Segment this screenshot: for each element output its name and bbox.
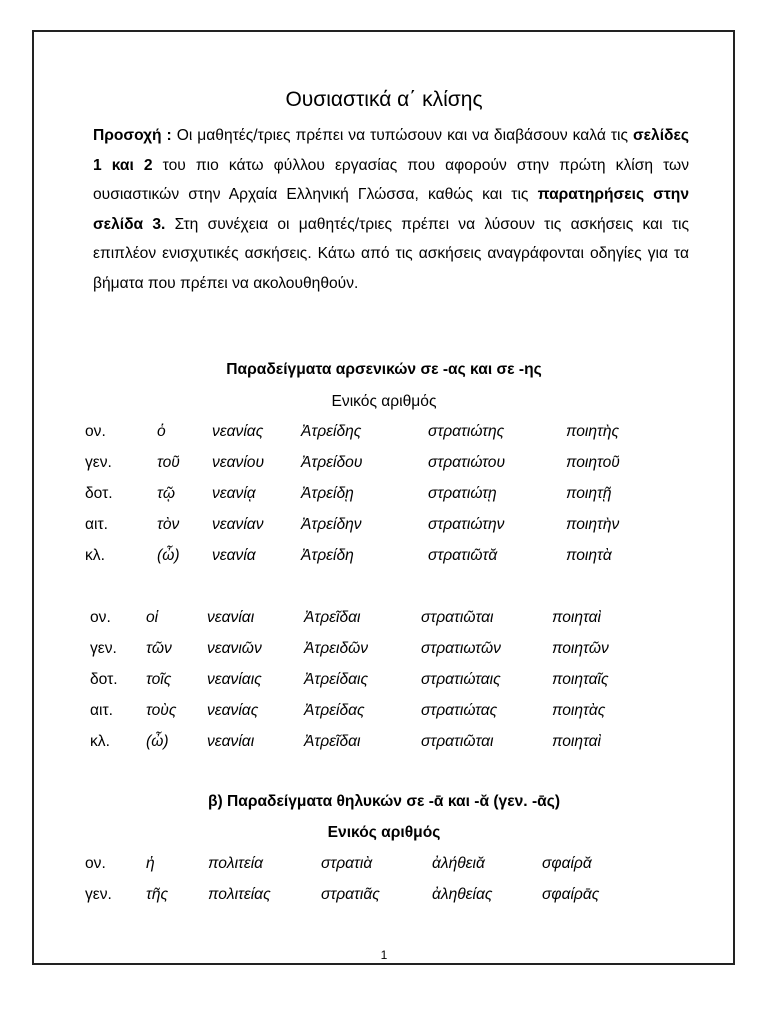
noun-form: Ἀτρείδη [301, 547, 354, 564]
noun-form: ποιητὰς [552, 702, 606, 719]
declension-row [0, 547, 768, 571]
noun-form: στρατιώτης [428, 423, 505, 440]
noun-form: στρατιώτου [428, 454, 506, 471]
page-number: 1 [380, 948, 388, 962]
case-label: γεν. [85, 886, 112, 903]
noun-form: στρατιώταις [421, 671, 501, 688]
noun-form: ποιητῇ [566, 485, 612, 502]
noun-form: ποιητοῦ [566, 454, 620, 471]
declension-row [0, 855, 768, 879]
page-title: Ουσιαστικά α΄ κλίσης [285, 88, 483, 111]
noun-form: ποιητὴς [566, 423, 620, 440]
noun-form: ποιηταῖς [552, 671, 609, 688]
noun-form: στρατιὰ [321, 855, 373, 872]
noun-form: Ἀτρειδῶν [304, 640, 369, 657]
case-label: αιτ. [90, 702, 113, 719]
declension-row [0, 886, 768, 910]
noun-form: σφαίρᾱς [542, 886, 600, 903]
noun-form: Ἀτρείδας [304, 702, 365, 719]
section-a-singular-label: Ενικός αριθμός [331, 393, 437, 410]
declension-row [0, 702, 768, 726]
article-form: οἱ [146, 609, 159, 626]
noun-form: στρατιώτῃ [428, 485, 497, 502]
declension-row [0, 516, 768, 540]
declension-row [0, 733, 768, 757]
article-form: ὁ [157, 423, 166, 440]
article-form: τῶν [146, 640, 172, 657]
declension-row [0, 454, 768, 478]
article-form: τῆς [146, 886, 169, 903]
noun-form: ποιητὴν [566, 516, 620, 533]
article-form: ἡ [146, 855, 155, 872]
noun-form: νεανία [212, 547, 256, 564]
article-form: τῷ [157, 485, 175, 502]
intro-paragraph: Προσοχή : Οι μαθητές/τριες πρέπει να τυπώσουν και να διαβάσουν καλά τις σελίδες 1 και 2 του πιο κάτω φύλλου εργασίας που αφορούν στην πρώτη κλίση των ουσιαστικών στην Αρχαία Ελληνική Γλώσσα, καθώς και τις παρατηρήσεις στην σελίδα 3. Στη συνέχεια οι μαθητές/τριες πρέπει να λύσουν τις ασκήσεις και τις επιπλέον ενισχυτικές ασκήσεις. Κάτω από τις ασκήσεις αναγράφονται οδηγίες για τα βήματα που πρέπει να ακολουθηθούν. [93, 127, 690, 292]
case-label: ον. [90, 609, 111, 626]
case-label: γεν. [85, 454, 112, 471]
noun-form: Ἀτρείδαις [304, 671, 369, 688]
noun-form: νεανίαν [212, 516, 264, 533]
article-form: (ὦ) [157, 547, 180, 564]
noun-form: στρατιῶτᾰ [428, 547, 498, 564]
noun-form: ἀληθείας [432, 886, 493, 903]
noun-form: πολιτεία [208, 855, 264, 872]
noun-form: Ἀτρείδην [301, 516, 362, 533]
noun-form: νεανίᾳ [212, 485, 256, 502]
article-form: τοὺς [146, 702, 177, 719]
noun-form: ποιηταὶ [552, 609, 601, 626]
noun-form: στρατιῶται [421, 733, 494, 750]
declension-row [0, 485, 768, 509]
noun-form: Ἀτρείδου [301, 454, 363, 471]
noun-form: Ἀτρεῖδαι [304, 609, 361, 626]
noun-form: νεανιῶν [207, 640, 262, 657]
noun-form: στρατιωτῶν [421, 640, 501, 657]
noun-form: νεανίαι [207, 609, 255, 626]
section-b-singular-label: Ενικός αριθμός [327, 824, 441, 841]
declension-row [0, 609, 768, 633]
noun-form: Ἀτρείδης [301, 423, 362, 440]
case-label: αιτ. [85, 516, 108, 533]
attention-label: Προσοχή : [93, 127, 172, 144]
article-form: (ὦ) [146, 733, 169, 750]
noun-form: ποιητῶν [552, 640, 609, 657]
article-form: τοῦ [157, 454, 180, 471]
noun-form: νεανίας [207, 702, 259, 719]
case-label: δοτ. [90, 671, 118, 688]
noun-form: σφαίρᾰ [542, 855, 592, 872]
noun-form: στρατιᾶς [321, 886, 380, 903]
article-form: τοῖς [146, 671, 172, 688]
noun-form: στρατιώτην [428, 516, 505, 533]
noun-form: νεανίου [212, 454, 265, 471]
case-label: γεν. [90, 640, 117, 657]
noun-form: νεανίαις [207, 671, 262, 688]
noun-form: Ἀτρείδῃ [301, 485, 354, 502]
noun-form: ἀλήθειᾰ [432, 855, 485, 872]
case-label: δοτ. [85, 485, 113, 502]
case-label: κλ. [85, 547, 105, 564]
section-a-heading: Παραδείγματα αρσενικών σε -ας και σε -ης [226, 361, 542, 378]
noun-form: πολιτείας [208, 886, 271, 903]
declension-row [0, 640, 768, 664]
case-label: κλ. [90, 733, 110, 750]
case-label: ον. [85, 423, 106, 440]
case-label: ον. [85, 855, 106, 872]
noun-form: Ἀτρεῖδαι [304, 733, 361, 750]
section-b-heading: β) Παραδείγματα θηλυκών σε -ᾱ και -ᾰ (γεν. -ᾱς) [207, 793, 561, 810]
noun-form: στρατιώτας [421, 702, 498, 719]
declension-row [0, 671, 768, 695]
noun-form: στρατιῶται [421, 609, 494, 626]
noun-form: νεανίας [212, 423, 264, 440]
noun-form: νεανίαι [207, 733, 255, 750]
noun-form: ποιηταὶ [552, 733, 601, 750]
noun-form: ποιητὰ [566, 547, 612, 564]
article-form: τὸν [157, 516, 180, 533]
declension-row [0, 423, 768, 447]
